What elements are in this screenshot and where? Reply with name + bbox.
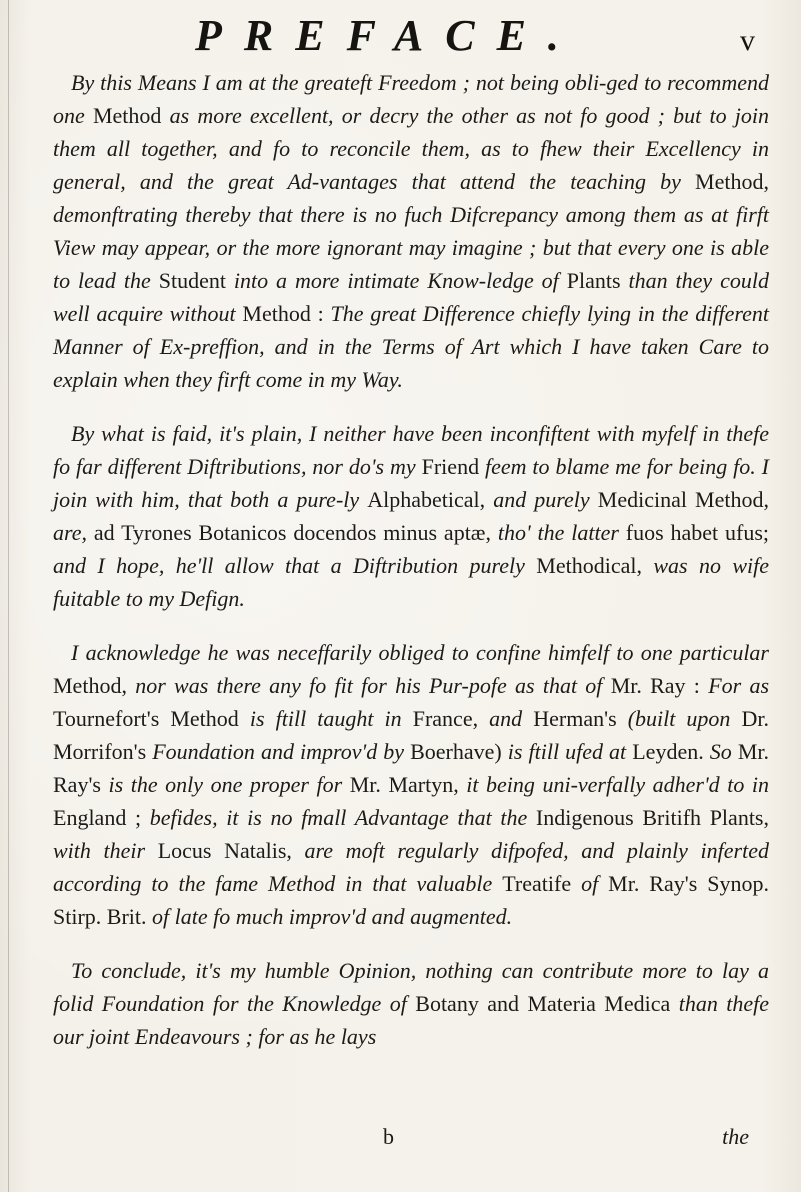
italic-run: than they could well acquire without bbox=[53, 268, 769, 326]
roman-run: England ; bbox=[53, 805, 150, 830]
roman-run: Mr. Ray : bbox=[610, 673, 709, 698]
roman-run: Alphabetical, bbox=[367, 487, 494, 512]
italic-run: it being uni-verfally adher'd to in bbox=[466, 772, 769, 797]
page-header bbox=[195, 10, 755, 70]
roman-run: Mr. Ray's bbox=[53, 739, 770, 797]
roman-run: fuos habet ufus; bbox=[625, 520, 770, 545]
italic-run: tho' the latter bbox=[497, 520, 626, 545]
italic-run: are, bbox=[53, 520, 94, 545]
roman-run: Student bbox=[158, 268, 234, 293]
paragraph bbox=[53, 954, 769, 1053]
roman-run: Mr. Ray's Synop. Stirp. Brit. bbox=[53, 871, 769, 929]
italic-run: was no wife fuitable to my Defign. bbox=[53, 553, 770, 611]
signature-mark: b bbox=[383, 1124, 394, 1149]
body-text bbox=[53, 66, 769, 1074]
italic-run: demonftrating thereby that there is no fuch Difcrepancy among them as at firft View may appear, or the more ignorant may imagine ; but that every one is able to lead the bbox=[53, 202, 769, 293]
italic-run: and purely bbox=[493, 487, 598, 512]
italic-run: So bbox=[709, 739, 738, 764]
italic-run: Foundation and improv'd by bbox=[152, 739, 411, 764]
paragraph bbox=[53, 417, 769, 615]
roman-run: Friend bbox=[421, 454, 485, 479]
italic-run: befides, it is no fmall Advantage that the bbox=[149, 805, 536, 830]
roman-run: Plants bbox=[566, 268, 629, 293]
running-title: PREFACE. bbox=[195, 11, 581, 60]
roman-run: Herman's bbox=[533, 706, 628, 731]
italic-run: The great Difference chiefly lying in the different Manner of Ex-preffion, and in the Terms of Art which I have taken Care to explain when they firft come in my Way. bbox=[53, 301, 770, 392]
roman-run: and bbox=[487, 991, 528, 1016]
roman-run: Medicinal Method, bbox=[597, 487, 769, 512]
italic-run: into a more intimate Know-ledge of bbox=[233, 268, 567, 293]
italic-run: By this Means I am at the greateft Freedom ; not being obli-ged to recommend one bbox=[53, 70, 769, 128]
italic-run: as more excellent, or decry the other as not fo good ; but to join them all together, and fo to reconcile them, as to fhew their Excellency in general, and the great Ad-vantages that attend the teaching by bbox=[53, 103, 769, 194]
italic-run: and I hope, he'll allow that a Diftribution purely bbox=[53, 553, 537, 578]
italic-run: For as bbox=[708, 673, 770, 698]
italic-run: than thefe our joint Endeavours ; for as he lays bbox=[53, 991, 770, 1049]
italic-run: of late fo much improv'd and augmented. bbox=[152, 904, 513, 929]
roman-run: Leyden. bbox=[632, 739, 710, 764]
italic-run: are moft regularly difpofed, and plainly inferted according to the fame Method in that valuable bbox=[53, 838, 769, 896]
paragraph bbox=[53, 636, 769, 933]
roman-run: Dr. Morrifon's bbox=[53, 706, 770, 764]
gutter-line bbox=[8, 0, 9, 1192]
italic-run: To conclude, it's my humble Opinion, nothing can contribute more to lay a folid Foundation for the Knowledge of bbox=[53, 958, 769, 1016]
italic-run: (built upon bbox=[627, 706, 742, 731]
roman-run: Treatife bbox=[502, 871, 582, 896]
catchword: the bbox=[722, 1124, 749, 1149]
italic-run: feem to blame me for being fo. I join with him, that both a pure-ly bbox=[53, 454, 769, 512]
italic-run: I acknowledge he was neceffarily obliged to confine himfelf to one particular bbox=[71, 640, 769, 665]
roman-run: Mr. Martyn, bbox=[349, 772, 467, 797]
roman-run: Method, bbox=[695, 169, 769, 194]
roman-run: ad Tyrones Botanicos docendos minus aptæ, bbox=[93, 520, 498, 545]
roman-run: Method bbox=[92, 103, 170, 128]
roman-run: Method, bbox=[53, 673, 136, 698]
italic-run: is ftill ufed at bbox=[507, 739, 633, 764]
roman-run: Botany bbox=[415, 991, 488, 1016]
italic-run: is ftill taught in bbox=[249, 706, 413, 731]
roman-run: Locus Natalis, bbox=[157, 838, 305, 863]
roman-run: Methodical, bbox=[536, 553, 654, 578]
roman-run: Boerhave) bbox=[410, 739, 508, 764]
italic-run: with their bbox=[53, 838, 158, 863]
roman-run: Indigenous Britifh Plants, bbox=[535, 805, 769, 830]
page-footer bbox=[53, 1124, 769, 1154]
roman-run: Tournefort's Method bbox=[53, 706, 250, 731]
italic-run: nor was there any fo fit for his Pur-pofe as that of bbox=[135, 673, 611, 698]
italic-run: By what is faid, it's plain, I neither have been inconfiftent with myfelf in thefe fo far different Diftributions, nor do's my bbox=[53, 421, 769, 479]
roman-run: Method : bbox=[242, 301, 331, 326]
italic-run: of bbox=[581, 871, 609, 896]
roman-run: Materia Medica bbox=[527, 991, 679, 1016]
page-number: v bbox=[740, 24, 755, 57]
paragraph bbox=[53, 66, 769, 396]
italic-run: and bbox=[489, 706, 534, 731]
roman-run: France, bbox=[412, 706, 490, 731]
italic-run: is the only one proper for bbox=[108, 772, 350, 797]
